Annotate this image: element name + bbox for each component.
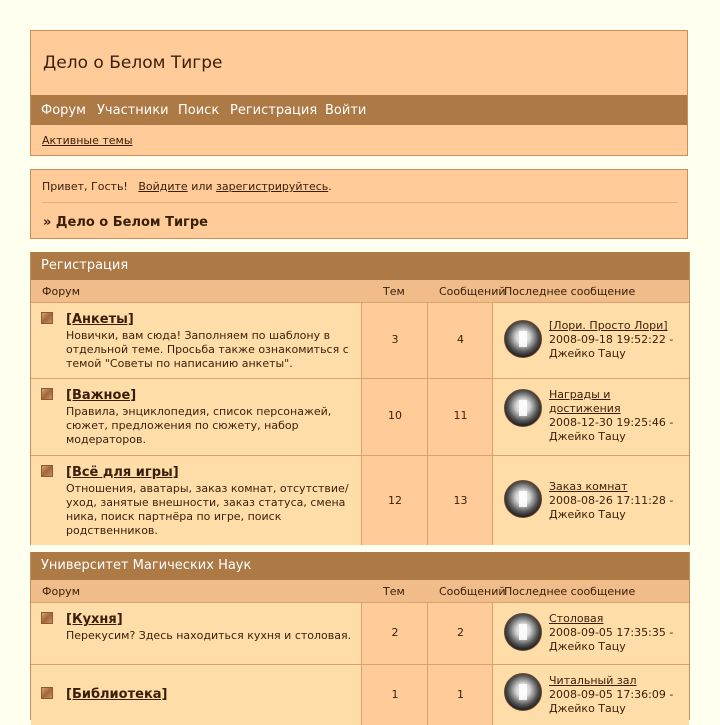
forum-description: Отношения, аватары, заказ комнат, отсутствие/уход, занятые внешности, заказ статуса, смена ника, поиск партнёра по игре, поиск родственников.	[66, 482, 349, 537]
author-avatar	[504, 673, 542, 711]
forum-name-link[interactable]: [Кухня]	[66, 612, 123, 627]
forum-name-link[interactable]: [Библиотека]	[66, 687, 168, 702]
forum-description: Перекусим? Здесь находиться кухня и столовая.	[66, 629, 352, 642]
col-forum: Форум	[42, 285, 80, 298]
col-topics: Тем	[383, 285, 405, 298]
author-avatar	[504, 389, 542, 427]
forum-icon	[41, 465, 53, 477]
last-post-date: 2008-09-05 17:36:09 -	[549, 688, 674, 701]
forum-row	[31, 665, 689, 725]
last-post-date: 2008-12-30 19:25:46 -	[549, 416, 674, 429]
last-post-author: Джейко Тацу	[549, 430, 626, 443]
nav-register[interactable]: Регистрация	[230, 103, 318, 118]
forum-icon	[41, 612, 53, 624]
forum-row	[31, 603, 689, 665]
col-posts: Сообщений	[439, 585, 506, 598]
or-text: или	[191, 180, 213, 193]
category-registration	[30, 252, 690, 545]
forum-row	[31, 303, 689, 379]
main-nav	[31, 95, 687, 125]
forum-icon	[41, 312, 53, 324]
forum-header	[30, 30, 688, 156]
last-post-link[interactable]: [Лори. Просто Лори]	[549, 319, 668, 332]
category-title: Регистрация	[31, 252, 689, 280]
forum-name-link[interactable]: [Анкеты]	[66, 312, 134, 327]
last-post-author: Джейко Тацу	[549, 702, 626, 715]
divider	[42, 202, 677, 203]
last-post-link[interactable]: Читальный зал	[549, 674, 637, 687]
forum-name-link[interactable]: [Важное]	[66, 388, 137, 403]
greeting-line	[42, 180, 332, 193]
welcome-box	[30, 169, 688, 239]
nav-members[interactable]: Участники	[97, 103, 169, 118]
forum-title: Дело о Белом Тигре	[43, 53, 223, 73]
last-post-link[interactable]: Столовая	[549, 612, 604, 625]
topics-count: 12	[388, 494, 402, 507]
topics-count: 2	[391, 626, 399, 639]
last-post-link[interactable]: Награды и достижения	[549, 388, 621, 415]
table-header	[31, 280, 689, 303]
login-link[interactable]: Войдите	[138, 180, 188, 193]
posts-count: 11	[453, 409, 468, 422]
forum-name-link[interactable]: [Всё для игры]	[66, 465, 179, 480]
last-post-date: 2008-09-05 17:35:35 -	[549, 626, 674, 639]
last-post-author: Джейко Тацу	[549, 508, 626, 521]
nav-forum[interactable]: Форум	[41, 103, 86, 118]
forum-row	[31, 379, 689, 456]
col-posts: Сообщений	[439, 285, 506, 298]
period-text: .	[328, 180, 332, 193]
col-last: Последнее сообщение	[504, 285, 636, 298]
nav-login[interactable]: Войти	[325, 103, 367, 118]
table-header	[31, 580, 689, 603]
category-university	[30, 552, 690, 720]
forum-description: Правила, энциклопедия, список персонажей, сюжет, предложения по сюжету, набор модераторов.	[66, 405, 332, 446]
nav-search[interactable]: Поиск	[178, 103, 220, 118]
forum-icon	[41, 687, 53, 699]
last-post-author: Джейко Тацу	[549, 640, 626, 653]
register-link[interactable]: зарегистрируйтесь	[216, 180, 329, 193]
forum-description: Новички, вам сюда! Заполняем по шаблону в отдельной теме. Просьба также ознакомиться с темой "Советы по написанию анкеты".	[66, 329, 349, 370]
forum-icon	[41, 388, 53, 400]
topics-count: 10	[388, 409, 402, 422]
author-avatar	[504, 480, 542, 518]
author-avatar	[504, 320, 542, 358]
posts-count: 1	[457, 688, 464, 701]
author-avatar	[504, 613, 542, 651]
last-post-date: 2008-08-26 17:11:28 -	[549, 494, 674, 507]
last-post-author: Джейко Тацу	[549, 347, 626, 360]
breadcrumb: » Дело о Белом Тигре	[43, 215, 208, 230]
posts-count: 13	[453, 494, 468, 507]
col-forum: Форум	[42, 585, 80, 598]
posts-count: 2	[457, 626, 464, 639]
last-post-link[interactable]: Заказ комнат	[549, 480, 628, 493]
topics-count: 1	[391, 688, 399, 701]
col-topics: Тем	[383, 585, 405, 598]
greeting-text: Привет, Гость!	[42, 180, 128, 193]
category-title: Университет Магических Наук	[31, 552, 689, 580]
forum-row	[31, 456, 689, 545]
topics-count: 3	[391, 333, 399, 346]
posts-count: 4	[457, 333, 464, 346]
last-post-date: 2008-09-18 19:52:22 -	[549, 333, 674, 346]
col-last: Последнее сообщение	[504, 585, 636, 598]
active-topics-link[interactable]: Активные темы	[42, 134, 133, 147]
